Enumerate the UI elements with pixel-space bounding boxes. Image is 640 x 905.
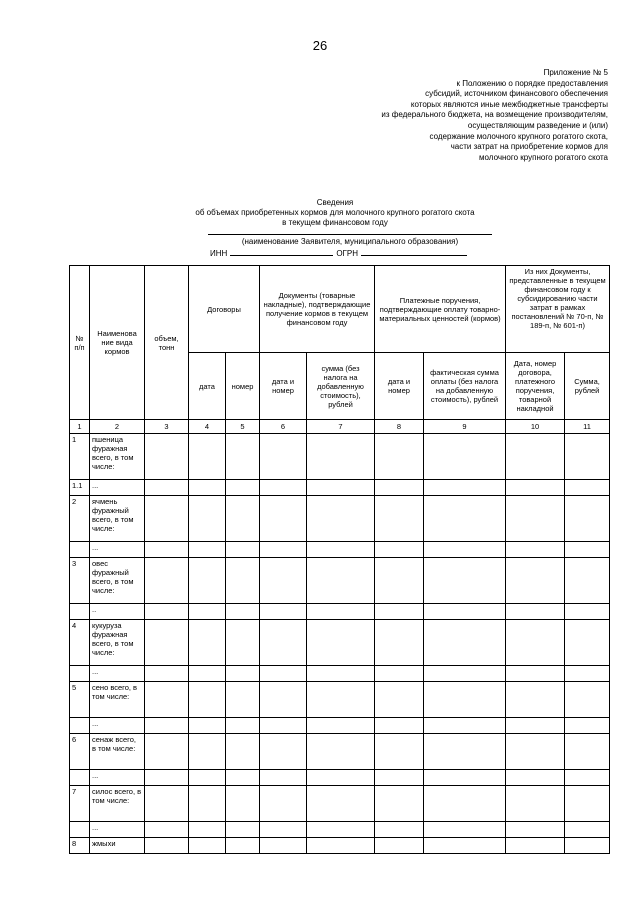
table-row [70, 496, 610, 542]
data-cell[interactable] [260, 604, 307, 620]
data-cell[interactable] [375, 480, 424, 496]
data-cell[interactable] [506, 542, 565, 558]
data-cell[interactable] [424, 496, 506, 542]
data-cell[interactable] [565, 496, 610, 542]
data-cell[interactable] [189, 770, 226, 786]
row-number-cell[interactable] [70, 822, 90, 838]
data-cell[interactable] [260, 822, 307, 838]
heading-period: в текущем финансовом году [282, 217, 388, 227]
table-row [70, 822, 610, 838]
data-cell[interactable] [226, 620, 260, 666]
feed-name-cell[interactable]: кукуруза фуражная всего, в том числе: [90, 620, 145, 666]
column-number: 2 [90, 420, 145, 434]
data-cell[interactable] [506, 604, 565, 620]
table-row [70, 718, 610, 734]
data-cell[interactable] [307, 434, 375, 480]
data-cell[interactable] [424, 620, 506, 666]
data-cell[interactable] [506, 666, 565, 682]
data-cell[interactable] [145, 496, 189, 542]
header-contract-number: номер [226, 353, 260, 420]
row-number-cell[interactable]: 3 [70, 558, 90, 604]
feed-name-cell[interactable]: ... [90, 542, 145, 558]
data-cell[interactable] [506, 734, 565, 770]
header-pay-date-number: дата и номер [375, 353, 424, 420]
feed-name-cell[interactable]: ... [90, 770, 145, 786]
data-cell[interactable] [260, 666, 307, 682]
data-cell[interactable] [375, 770, 424, 786]
data-cell[interactable] [260, 734, 307, 770]
feed-name-cell[interactable]: овес фуражный всего, в том числе: [90, 558, 145, 604]
data-cell[interactable] [307, 558, 375, 604]
feed-name-cell[interactable]: ... [90, 666, 145, 682]
column-number-row [70, 420, 610, 434]
data-cell[interactable] [424, 822, 506, 838]
data-cell[interactable] [565, 666, 610, 682]
data-cell[interactable] [375, 558, 424, 604]
column-number: 4 [189, 420, 226, 434]
data-cell[interactable] [375, 786, 424, 822]
data-cell[interactable] [145, 620, 189, 666]
data-cell[interactable] [260, 838, 307, 854]
data-cell[interactable] [307, 666, 375, 682]
table-row [70, 770, 610, 786]
data-cell[interactable] [189, 558, 226, 604]
data-cell[interactable] [226, 496, 260, 542]
data-cell[interactable] [260, 620, 307, 666]
data-cell[interactable] [565, 718, 610, 734]
ogrn-label: ОГРН [336, 249, 358, 258]
header-contracts: Договоры [189, 266, 260, 353]
row-number-cell[interactable]: 7 [70, 786, 90, 822]
data-cell[interactable] [565, 770, 610, 786]
data-cell[interactable] [375, 666, 424, 682]
data-cell[interactable] [226, 558, 260, 604]
data-cell[interactable] [226, 604, 260, 620]
feed-name-cell[interactable]: ... [90, 480, 145, 496]
data-cell[interactable] [145, 434, 189, 480]
feed-name-cell[interactable]: ... [90, 822, 145, 838]
data-cell[interactable] [424, 682, 506, 718]
data-cell[interactable] [226, 838, 260, 854]
data-cell[interactable] [226, 666, 260, 682]
appendix-line: которых являются иные межбюджетные трансферты [410, 99, 608, 109]
data-cell[interactable] [424, 718, 506, 734]
data-cell[interactable] [189, 734, 226, 770]
data-cell[interactable] [189, 434, 226, 480]
data-cell[interactable] [424, 666, 506, 682]
row-number-cell[interactable] [70, 718, 90, 734]
data-cell[interactable] [506, 718, 565, 734]
header-contract-date: дата [189, 353, 226, 420]
column-number: 9 [424, 420, 506, 434]
data-cell[interactable] [375, 822, 424, 838]
feed-name-cell[interactable]: пшеница фуражная всего, в том числе: [90, 434, 145, 480]
header-documents: Документы (товарные накладные), подтверждающие получение кормов в текущем финансовом году [260, 266, 375, 353]
feed-name-cell[interactable]: ячмень фуражный всего, в том числе: [90, 496, 145, 542]
column-number: 6 [260, 420, 307, 434]
header-payments: Платежные поручения, подтверждающие оплату товарно-материальных ценностей (кормов) [375, 266, 506, 353]
table-row [70, 682, 610, 718]
feed-name-cell[interactable]: сенаж всего, в том числе: [90, 734, 145, 770]
feed-name-cell[interactable]: жмыхи [90, 838, 145, 854]
data-cell[interactable] [226, 822, 260, 838]
data-cell[interactable] [565, 786, 610, 822]
row-number-cell[interactable]: 8 [70, 838, 90, 854]
data-cell[interactable] [565, 480, 610, 496]
inn-field[interactable] [230, 247, 333, 256]
appendix-line: Приложение № 5 [543, 68, 608, 77]
applicant-caption: (наименование Заявителя, муниципального образования) [241, 237, 459, 246]
data-cell[interactable] [307, 682, 375, 718]
data-cell[interactable] [506, 558, 565, 604]
data-cell[interactable] [506, 480, 565, 496]
data-cell[interactable] [565, 434, 610, 480]
table-row [70, 838, 610, 854]
column-number: 11 [565, 420, 610, 434]
data-cell[interactable] [260, 434, 307, 480]
data-cell[interactable] [375, 718, 424, 734]
feed-name-cell[interactable]: сено всего, в том числе: [90, 682, 145, 718]
table-row [70, 558, 610, 604]
header-of-them: Из них Документы, представленные в текущем финансовом году к субсидированию части затрат в рамках постановлений № 70-п, № 189-п, № 601-п) [506, 266, 610, 353]
row-number-cell[interactable] [70, 542, 90, 558]
data-cell[interactable] [565, 620, 610, 666]
data-cell[interactable] [145, 558, 189, 604]
column-number: 8 [375, 420, 424, 434]
feed-name-cell[interactable]: силос всего, в том числе: [90, 786, 145, 822]
data-cell[interactable] [189, 604, 226, 620]
column-number: 1 [70, 420, 90, 434]
table-row [70, 620, 610, 666]
data-cell[interactable] [424, 770, 506, 786]
document-heading [120, 198, 550, 227]
header-doc-sum: сумма (без налога на добавленную стоимость), рублей [307, 353, 375, 420]
heading-title: Сведения [316, 198, 354, 207]
appendix-line: содержание молочного крупного рогатого скота, [429, 131, 608, 141]
data-cell[interactable] [307, 822, 375, 838]
applicant-name-field[interactable] [208, 234, 492, 235]
data-cell[interactable] [424, 558, 506, 604]
data-cell[interactable] [375, 604, 424, 620]
data-cell[interactable] [145, 542, 189, 558]
row-number-cell[interactable]: 5 [70, 682, 90, 718]
data-cell[interactable] [189, 542, 226, 558]
row-number-cell[interactable]: 4 [70, 620, 90, 666]
column-number: 5 [226, 420, 260, 434]
table-row [70, 786, 610, 822]
appendix-line: осуществляющим разведение и (или) [467, 120, 608, 130]
data-cell[interactable] [424, 480, 506, 496]
column-number: 10 [506, 420, 565, 434]
data-cell[interactable] [375, 620, 424, 666]
data-cell[interactable] [506, 822, 565, 838]
data-cell[interactable] [145, 770, 189, 786]
feed-name-cell[interactable]: .. [90, 604, 145, 620]
data-cell[interactable] [226, 734, 260, 770]
header-doc-date-number: дата и номер [260, 353, 307, 420]
column-number: 7 [307, 420, 375, 434]
row-number-cell[interactable] [70, 770, 90, 786]
data-cell[interactable] [506, 496, 565, 542]
data-cell[interactable] [145, 786, 189, 822]
data-cell[interactable] [424, 542, 506, 558]
data-cell[interactable] [506, 434, 565, 480]
appendix-line: части затрат на приобретение кормов для [450, 142, 608, 152]
appendix-line: из федерального бюджета, на возмещение производителям, [381, 110, 608, 120]
data-cell[interactable] [307, 604, 375, 620]
data-cell[interactable] [565, 542, 610, 558]
data-cell[interactable] [565, 734, 610, 770]
data-cell[interactable] [260, 558, 307, 604]
data-cell[interactable] [189, 620, 226, 666]
header-feed-name: Наименова ние вида кормов [90, 266, 145, 420]
table-row [70, 480, 610, 496]
table-row [70, 604, 610, 620]
column-number: 3 [145, 420, 189, 434]
data-cell[interactable] [226, 682, 260, 718]
data-cell[interactable] [506, 838, 565, 854]
data-cell[interactable] [565, 604, 610, 620]
table-row [70, 434, 610, 480]
data-cell[interactable] [506, 682, 565, 718]
data-cell[interactable] [189, 786, 226, 822]
header-sum-rub: Сумма, рублей [565, 353, 610, 420]
header-volume: объем, тонн [145, 266, 189, 420]
data-cell[interactable] [506, 770, 565, 786]
data-cell[interactable] [189, 682, 226, 718]
data-cell[interactable] [260, 480, 307, 496]
data-cell[interactable] [145, 604, 189, 620]
row-number-cell[interactable]: 6 [70, 734, 90, 770]
data-cell[interactable] [307, 770, 375, 786]
row-number-cell[interactable] [70, 604, 90, 620]
row-number-cell[interactable]: 1 [70, 434, 90, 480]
data-cell[interactable] [506, 620, 565, 666]
appendix-line: к Положению о порядке предоставления [456, 78, 608, 88]
data-cell[interactable] [375, 734, 424, 770]
data-cell[interactable] [189, 822, 226, 838]
data-cell[interactable] [226, 786, 260, 822]
data-cell[interactable] [375, 434, 424, 480]
data-cell[interactable] [307, 734, 375, 770]
data-cell[interactable] [226, 480, 260, 496]
data-cell[interactable] [226, 542, 260, 558]
row-number-cell[interactable]: 2 [70, 496, 90, 542]
data-cell[interactable] [189, 480, 226, 496]
data-cell[interactable] [226, 718, 260, 734]
data-cell[interactable] [189, 496, 226, 542]
table-row [70, 542, 610, 558]
data-cell[interactable] [307, 496, 375, 542]
data-cell[interactable] [424, 734, 506, 770]
data-cell[interactable] [145, 682, 189, 718]
data-cell[interactable] [424, 434, 506, 480]
appendix-line: молочного крупного рогатого скота [479, 152, 608, 162]
data-cell[interactable] [226, 434, 260, 480]
row-number-cell[interactable]: 1.1 [70, 480, 90, 496]
header-pay-sum: фактическая сумма оплаты (без налога на добавленную стоимость), рублей [424, 353, 506, 420]
table-row [70, 734, 610, 770]
data-cell[interactable] [226, 770, 260, 786]
data-cell[interactable] [375, 496, 424, 542]
data-cell[interactable] [145, 666, 189, 682]
data-cell[interactable] [375, 682, 424, 718]
data-cell[interactable] [307, 620, 375, 666]
data-cell[interactable] [145, 480, 189, 496]
data-cell[interactable] [145, 734, 189, 770]
data-cell[interactable] [424, 604, 506, 620]
data-cell[interactable] [375, 838, 424, 854]
feed-name-cell[interactable]: ... [90, 718, 145, 734]
data-cell[interactable] [565, 682, 610, 718]
data-cell[interactable] [260, 770, 307, 786]
heading-subtitle: об объемах приобретенных кормов для молочного крупного рогатого скота [195, 207, 475, 217]
ogrn-field[interactable] [361, 247, 467, 256]
data-cell[interactable] [260, 496, 307, 542]
appendix-line: субсидий, источником финансового обеспечения [425, 89, 608, 99]
data-cell[interactable] [145, 838, 189, 854]
data-cell[interactable] [260, 786, 307, 822]
data-cell[interactable] [307, 480, 375, 496]
feed-volume-table [69, 265, 610, 854]
appendix-note [328, 68, 608, 163]
data-cell[interactable] [145, 718, 189, 734]
data-cell[interactable] [565, 558, 610, 604]
data-cell[interactable] [565, 838, 610, 854]
page-number: 26 [312, 38, 328, 53]
data-cell[interactable] [565, 822, 610, 838]
data-cell[interactable] [424, 786, 506, 822]
data-cell[interactable] [375, 542, 424, 558]
data-cell[interactable] [260, 718, 307, 734]
inn-ogrn-row [210, 247, 470, 258]
data-cell[interactable] [189, 718, 226, 734]
data-cell[interactable] [260, 682, 307, 718]
row-number-cell[interactable] [70, 666, 90, 682]
header-num: № п/п [70, 266, 90, 420]
data-cell[interactable] [307, 542, 375, 558]
data-cell[interactable] [145, 822, 189, 838]
inn-label: ИНН [210, 249, 228, 258]
data-cell[interactable] [260, 542, 307, 558]
data-cell[interactable] [424, 838, 506, 854]
data-cell[interactable] [189, 838, 226, 854]
data-cell[interactable] [189, 666, 226, 682]
table-row [70, 666, 610, 682]
header-contract-info: Дата, номер договора, платежного поручения, товарной накладной [506, 353, 565, 420]
data-cell[interactable] [307, 718, 375, 734]
data-cell[interactable] [307, 838, 375, 854]
data-cell[interactable] [307, 786, 375, 822]
data-cell[interactable] [506, 786, 565, 822]
